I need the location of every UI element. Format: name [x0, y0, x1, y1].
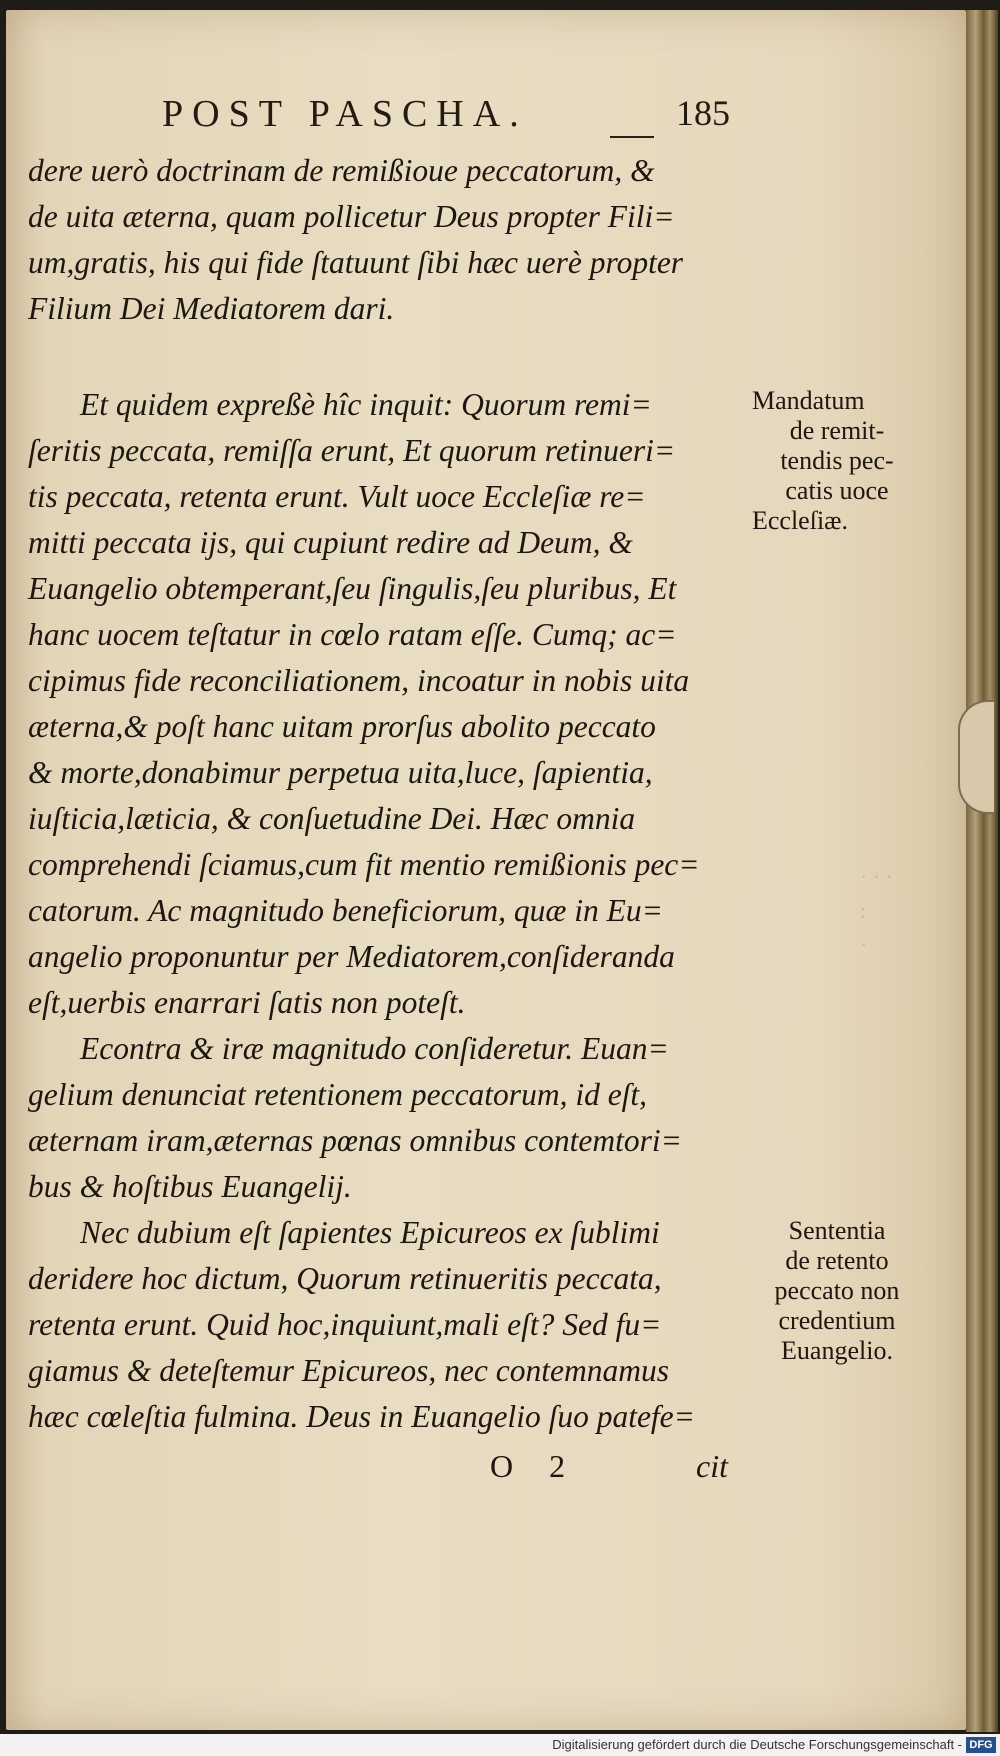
text-line: æternam iram,æternas pœnas omnibus contemtori= [28, 1123, 682, 1158]
running-title: POST PASCHA. [162, 93, 528, 135]
header-rule [610, 136, 654, 138]
dfg-logo: DFG [966, 1737, 996, 1753]
text-line: de uita æterna, quam pollicetur Deus propter Fili= [28, 199, 675, 234]
margin-note-line: de retento [785, 1246, 889, 1275]
main-text-block [28, 148, 743, 1440]
text-line: tis peccata, retenta erunt. Vult uoce Eccleſiæ re= [28, 479, 646, 514]
page-edge [966, 10, 998, 1732]
funding-credit: Digitalisierung gefördert durch die Deutsche Forschungsgemeinschaft - [552, 1737, 962, 1752]
margin-note-line: Sententia [788, 1216, 886, 1245]
text-line: Filium Dei Mediatorem dari. [28, 291, 395, 326]
margin-note-line: Eccleſiæ. [752, 506, 849, 535]
catchword: cit [696, 1448, 728, 1484]
text-line: eſt,uerbis enarrari ſatis non poteſt. [28, 985, 466, 1020]
show-through-text: · · · : · [860, 864, 893, 957]
margin-note-line: Euangelio. [781, 1336, 893, 1365]
page-tab-marker [958, 700, 994, 814]
text-line: hanc uocem teſtatur in cœlo ratam eſſe. Cumq; ac= [28, 617, 677, 652]
text-line: hæc cœleſtia fulmina. Deus in Euangelio ſuo patefe= [28, 1399, 695, 1434]
text-line: retenta erunt. Quid hoc,inquiunt,mali eſt? Sed fu= [28, 1307, 662, 1342]
text-line: comprehendi ſciamus,cum fit mentio remißionis pec= [28, 847, 700, 882]
text-line: Econtra & iræ magnitudo conſideretur. Euan= [80, 1031, 669, 1066]
text-line: & morte,donabimur perpetua uita,luce, ſapientia, [28, 755, 653, 790]
text-line: Euangelio obtemperant,ſeu ſingulis,ſeu pluribus, Et [28, 571, 677, 606]
text-line: bus & hoſtibus Euangelij. [28, 1169, 352, 1204]
text-line: cipimus fide reconciliationem, incoatur in nobis uita [28, 663, 690, 698]
margin-note-line: tendis pec- [780, 446, 894, 475]
text-line: deridere hoc dictum, Quorum retinueritis peccata, [28, 1261, 662, 1296]
text-line: gelium denunciat retentionem peccatorum, id eſt, [28, 1077, 648, 1112]
margin-note-line: Mandatum [752, 386, 865, 415]
digitization-footer [0, 1734, 1000, 1756]
text-line: giamus & deteſtemur Epicureos, nec contemnamus [28, 1353, 669, 1388]
catchline [490, 1448, 740, 1494]
text-line: ſeritis peccata, remiſſa erunt, Et quorum retinueri= [28, 433, 676, 468]
text-line: catorum. Ac magnitudo beneficiorum, quæ in Eu= [28, 893, 663, 928]
text-line: Et quidem expreßè hîc inquit: Quorum remi= [80, 387, 652, 422]
margin-note [752, 1216, 922, 1366]
signature-mark: O 2 [490, 1448, 580, 1484]
text-line: mitti peccata ijs, qui cupiunt redire ad Deum, & [28, 525, 633, 560]
margin-note-line: credentium [778, 1306, 896, 1335]
margin-note [752, 386, 922, 536]
margin-note-line: de remit- [789, 416, 885, 445]
text-line: angelio proponuntur per Mediatorem,conſideranda [28, 939, 675, 974]
text-line: dere uerò doctrinam de remißioue peccatorum, & [28, 153, 655, 188]
text-line: Nec dubium eſt ſapientes Epicureos ex ſublimi [80, 1215, 660, 1250]
text-line: æterna,& poſt hanc uitam prorſus abolito peccato [28, 709, 656, 744]
text-line: iuſticia,læticia, & conſuetudine Dei. Hæc omnia [28, 801, 636, 836]
margin-note-line: peccato non [774, 1276, 900, 1305]
page-number: 185 [676, 93, 730, 133]
margin-note-line: catis uoce [785, 476, 889, 505]
text-line: um,gratis, his qui fide ſtatuunt ſibi hæc uerè propter [28, 245, 684, 280]
page-header [162, 92, 762, 142]
